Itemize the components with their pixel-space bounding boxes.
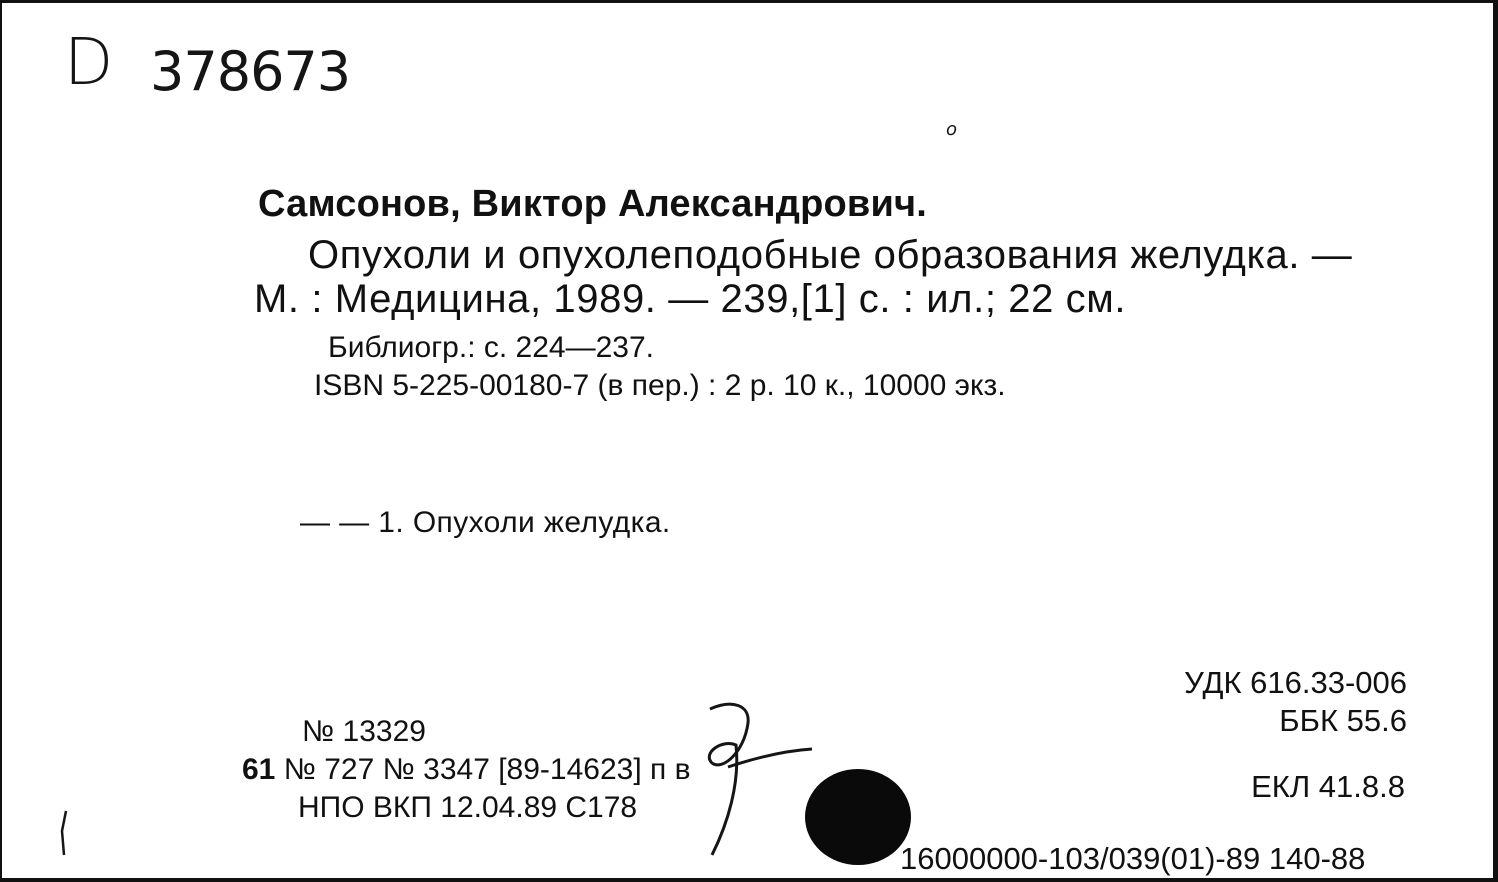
udk-classification: УДК 616.33-006 <box>1184 665 1407 700</box>
catalog-code: 16000000-103/039(01)-89 140-88 <box>900 841 1366 876</box>
call-mark-number: 378673 <box>150 40 351 103</box>
print-line-prefix: 61 <box>242 753 276 786</box>
ekl-classification: ЕКЛ 41.8.8 <box>1251 769 1405 804</box>
punch-hole <box>805 769 911 865</box>
subject-heading: — — 1. Опухоли желудка. <box>300 506 671 539</box>
margin-tick-mark <box>54 809 74 857</box>
record-bibliography: Библиогр.: с. 224—237. <box>328 331 654 364</box>
bbk-classification: ББК 55.6 <box>1279 703 1407 738</box>
call-mark-letter: D <box>64 26 112 100</box>
order-number: № 13329 <box>302 715 426 748</box>
record-author: Самсонов, Виктор Александрович. <box>258 183 928 225</box>
printer-info: НПО ВКП 12.04.89 С178 <box>298 791 638 824</box>
print-line <box>242 753 691 787</box>
handwritten-scribble <box>692 693 822 863</box>
record-title-line-1: Опухоли и опухолеподобные образования желудка. — <box>308 233 1353 277</box>
record-title-line-2: М. : Медицина, 1989. — 239,[1] с. : ил.; 22 см. <box>254 277 1127 321</box>
record-isbn: ISBN 5-225-00180-7 (в пер.) : 2 р. 10 к., 10000 экз. <box>314 369 1006 402</box>
handwritten-annotation: o <box>946 119 958 140</box>
print-line-rest: № 727 № 3347 [89-14623] п в <box>275 753 691 786</box>
